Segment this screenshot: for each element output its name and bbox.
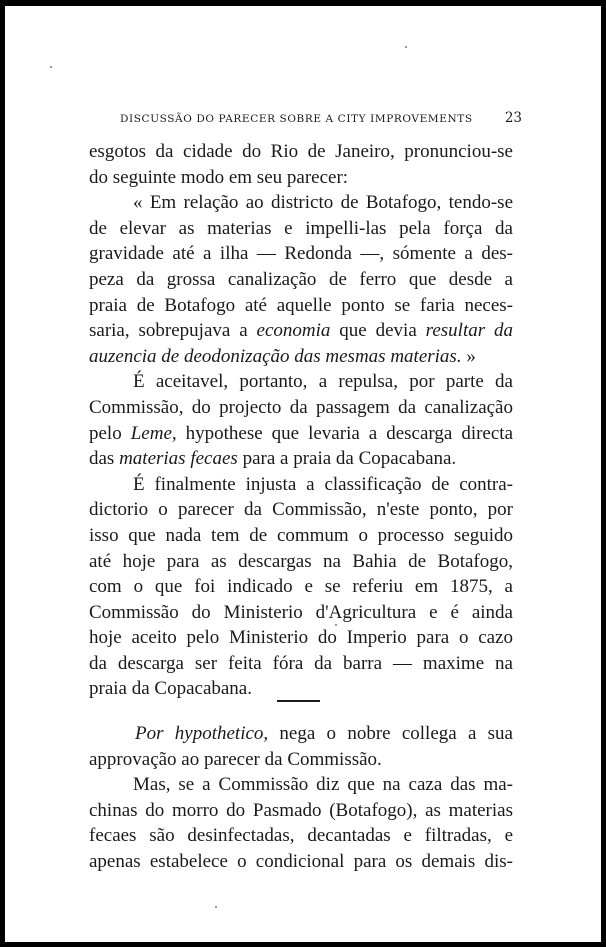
text-line: approvação ao parecer da Commissão. [89, 748, 382, 770]
paper-speck [215, 906, 217, 908]
text-line: de elevar as materias e impelli-las pela força da [89, 217, 513, 239]
text-line: esgotos da cidade do Rio de Janeiro, pronunciou-se [89, 141, 513, 162]
text-line: hoje aceito pelo Ministerio do Imperio para o cazo [89, 627, 513, 649]
text-line: praia de Botafogo até aquelle ponto se faria neces- [89, 294, 513, 316]
body-text-lower [89, 721, 513, 875]
text-line [89, 446, 513, 472]
text-span: hypothese que levaria a descarga directa [185, 422, 513, 444]
text-line [89, 344, 513, 370]
text-line: fecaes são desinfectadas, decantadas e filtradas, e [89, 825, 513, 847]
text-span: nega o nobre collega a sua [279, 723, 513, 744]
text-line: do seguinte modo em seu parecer: [89, 166, 349, 188]
paper-speck [335, 624, 337, 626]
text-span: pelo [89, 422, 122, 444]
text-line [89, 721, 513, 747]
book-page [5, 6, 601, 942]
italic-span: economia [256, 320, 331, 342]
text-line [89, 421, 513, 447]
text-line: « Em relação ao districto de Botafogo, tendo-se [133, 192, 513, 214]
italic-span: auzencia de deodonização das mesmas materias. [89, 345, 462, 367]
running-header [120, 110, 522, 126]
text-line: apenas estabelece o condicional para os demais dis- [89, 850, 513, 872]
paper-speck [50, 66, 52, 68]
text-line: Mas, se a Commissão diz que na caza das ma- [133, 774, 513, 796]
text-line: com o que foi indicado e se referiu em 1875, a [89, 576, 513, 598]
running-title: DISCUSSÃO DO PARECER SOBRE A CITY IMPROVEMENTS [120, 113, 473, 125]
italic-span: Leme, [130, 422, 177, 444]
text-span: saria, sobrepujava a [89, 320, 248, 342]
text-line: até hoje para as descargas na Bahia de Botafogo, [89, 550, 513, 572]
italic-span: Por hypothetico, [135, 723, 269, 744]
italic-span: resultar da [425, 320, 514, 342]
text-line [89, 318, 513, 344]
text-line: gravidade até a ilha — Redonda —, sómente a des- [89, 243, 513, 265]
text-span: para a praia da Copacabana. [242, 448, 457, 470]
body-text-upper [89, 139, 513, 702]
text-span: que devia [339, 320, 417, 342]
text-line: É finalmente injusta a classificação de contra- [133, 473, 513, 495]
italic-span: materias fecaes [119, 448, 238, 470]
text-span: das [89, 448, 115, 470]
closing-guillemet: » [466, 345, 476, 367]
text-line: chinas do morro do Pasmado (Botafogo), as materias [89, 799, 513, 821]
text-line: isso que nada tem de commum o processo seguido [89, 524, 513, 546]
text-line: Commissão do Ministerio d'Agricultura e é ainda [89, 601, 513, 623]
text-line: praia da Copacabana. [89, 678, 252, 700]
text-line: dictorio o parecer da Commissão, n'este ponto, por [89, 499, 513, 521]
paper-speck [405, 46, 407, 48]
text-line: peza da grossa canalização de ferro que desde a [89, 268, 513, 290]
text-line: da descarga ser feita fóra da barra — maxime na [89, 652, 513, 674]
text-line: É aceitavel, portanto, a repulsa, por parte da [133, 371, 513, 393]
text-line: Commissão, do projecto da passagem da canalização [89, 396, 513, 418]
page-number: 23 [504, 110, 522, 126]
section-separator-rule [277, 700, 320, 702]
